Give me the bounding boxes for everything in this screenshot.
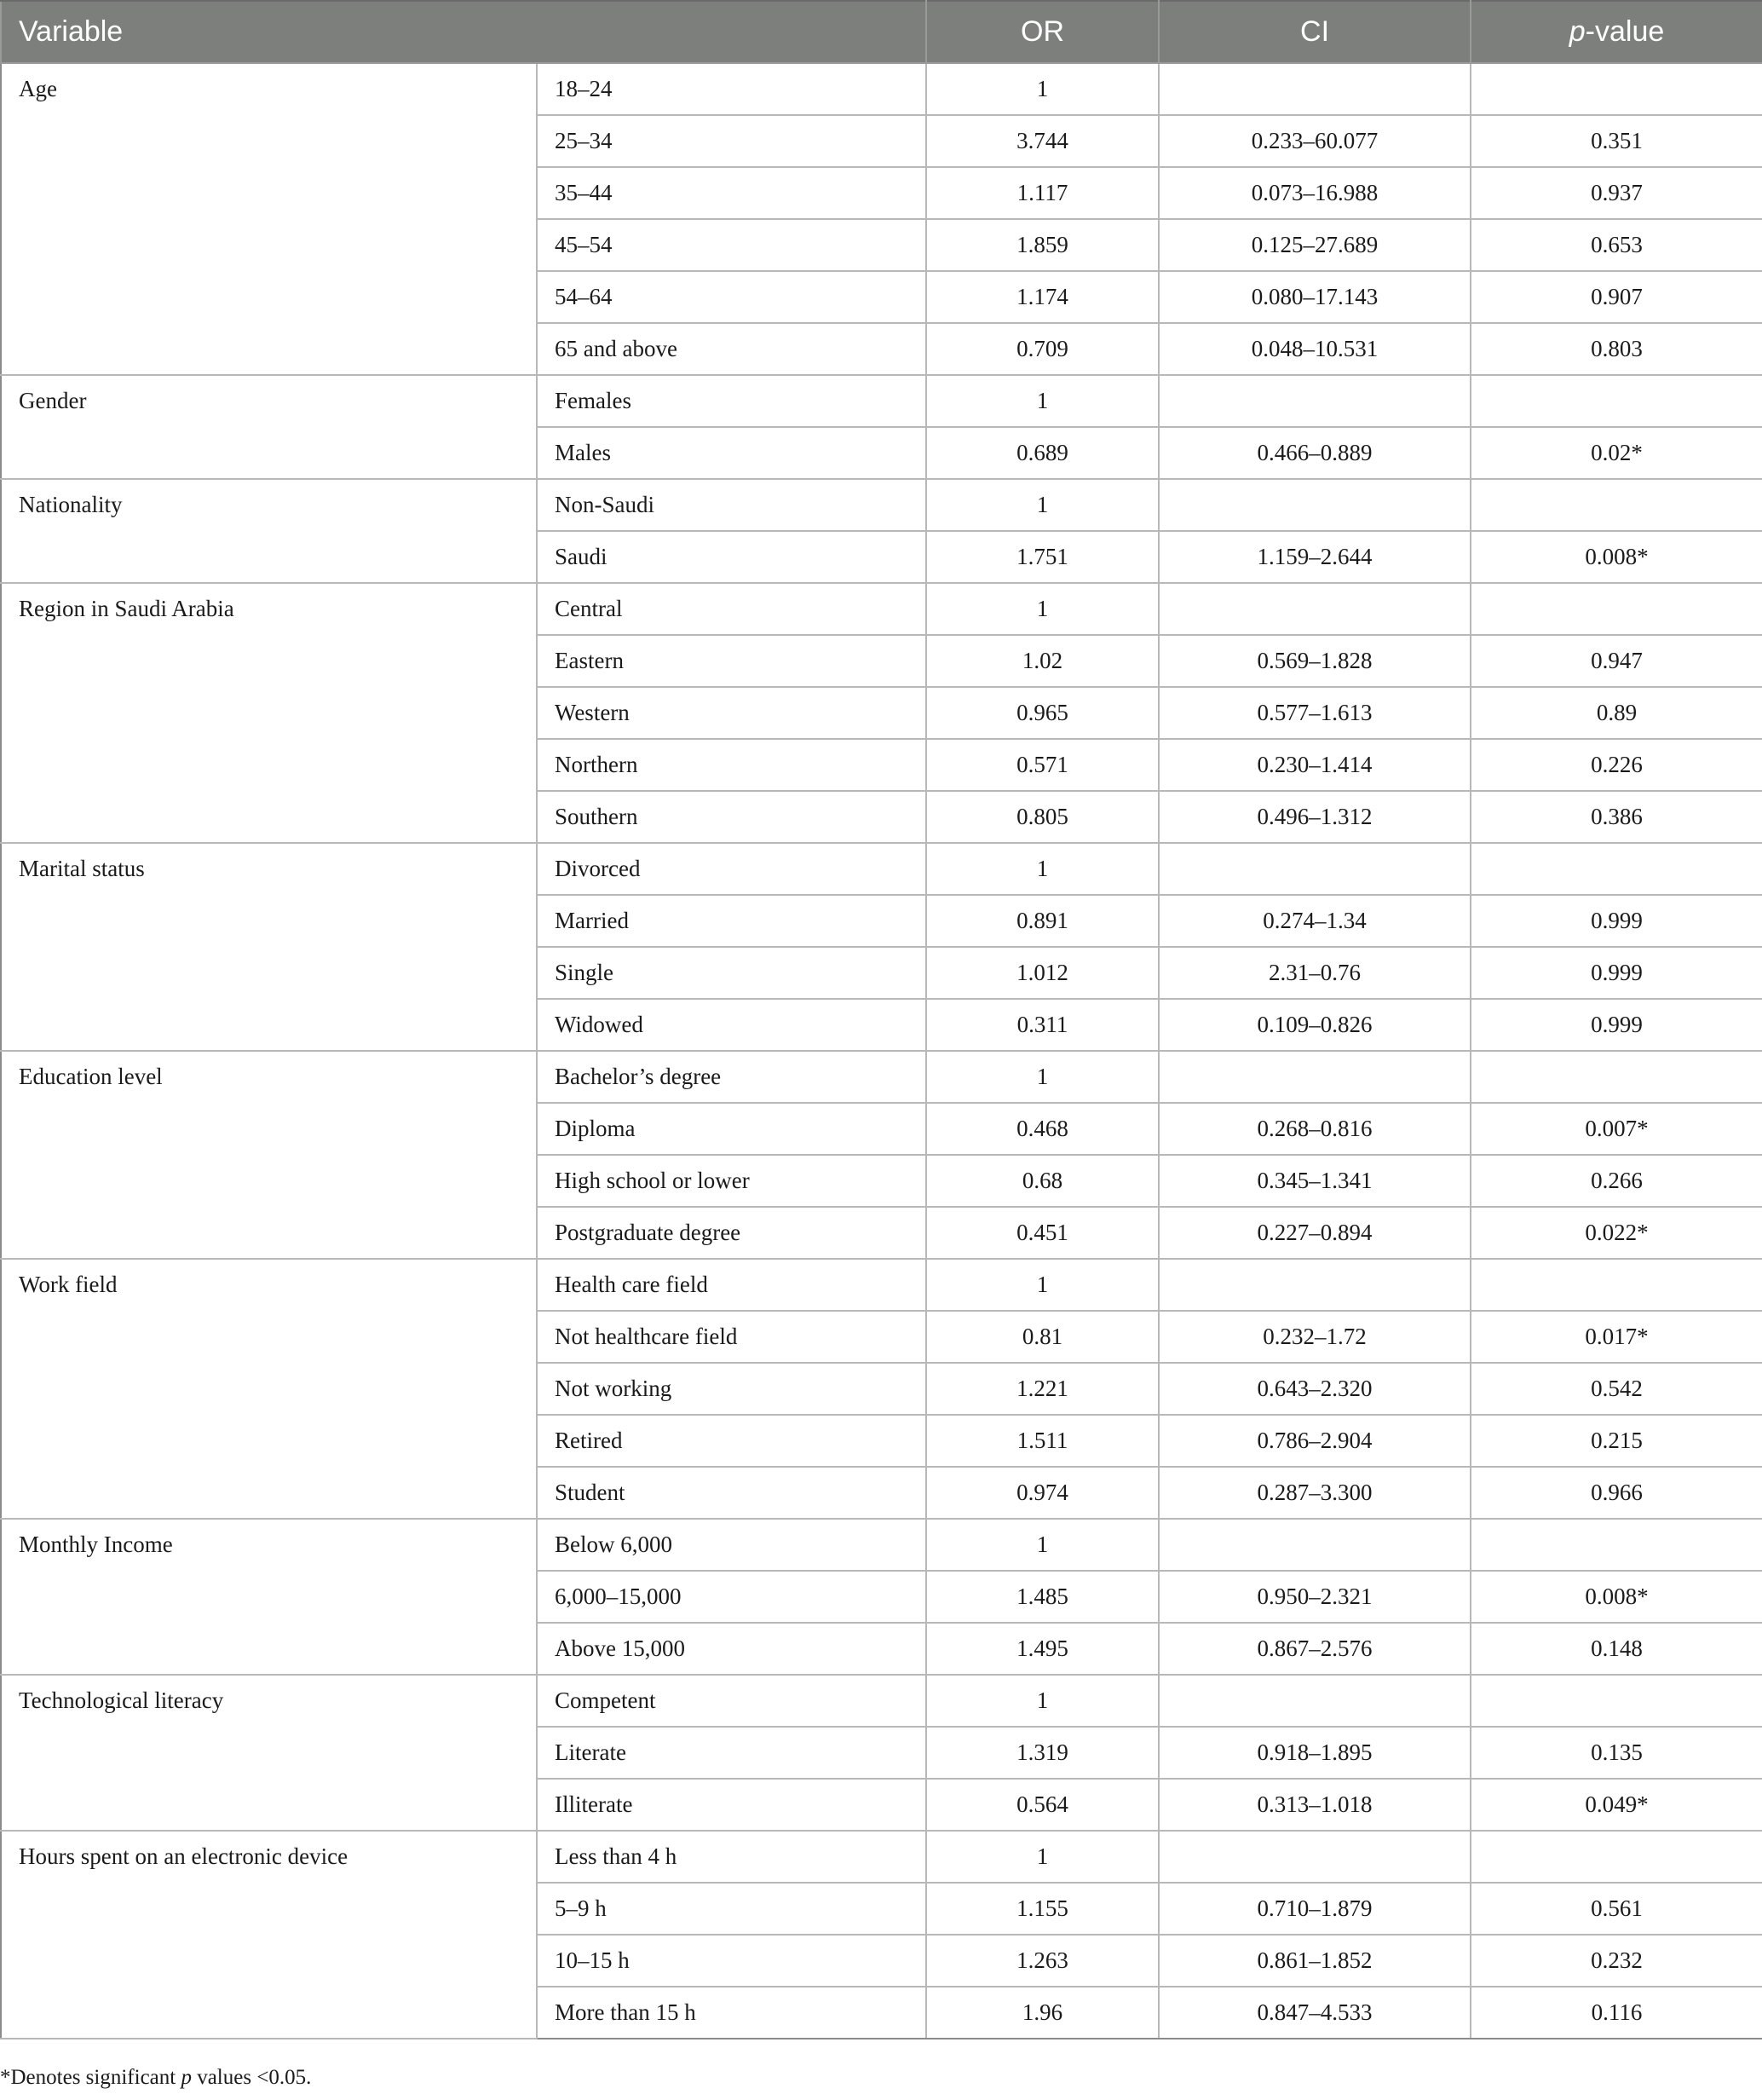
ci-cell: 0.643–2.320	[1159, 1363, 1471, 1415]
category-cell: Males	[537, 427, 926, 479]
category-cell: Western	[537, 687, 926, 739]
category-cell: Saudi	[537, 531, 926, 583]
category-cell: Not healthcare field	[537, 1311, 926, 1363]
header-p-italic: p	[1569, 15, 1586, 48]
or-cell: 1.319	[926, 1727, 1159, 1779]
ci-cell: 0.577–1.613	[1159, 687, 1471, 739]
p-value-cell	[1471, 843, 1762, 895]
ci-cell: 0.710–1.879	[1159, 1883, 1471, 1935]
table-body	[1, 63, 1762, 2039]
or-cell: 1.263	[926, 1935, 1159, 1987]
p-value-cell: 0.999	[1471, 895, 1762, 947]
or-cell: 0.689	[926, 427, 1159, 479]
ci-cell: 0.867–2.576	[1159, 1623, 1471, 1675]
ci-cell	[1159, 583, 1471, 635]
category-cell: High school or lower	[537, 1155, 926, 1207]
p-value-cell	[1471, 375, 1762, 427]
ci-cell	[1159, 1259, 1471, 1311]
or-cell: 1.117	[926, 167, 1159, 219]
ci-cell: 0.125–27.689	[1159, 219, 1471, 271]
or-cell: 1	[926, 1051, 1159, 1103]
p-value-cell: 0.022*	[1471, 1207, 1762, 1259]
category-cell: Divorced	[537, 843, 926, 895]
or-cell: 1.485	[926, 1571, 1159, 1623]
ci-cell	[1159, 63, 1471, 115]
or-cell: 1	[926, 1519, 1159, 1571]
ci-cell: 0.227–0.894	[1159, 1207, 1471, 1259]
ci-cell: 0.466–0.889	[1159, 427, 1471, 479]
table-row	[1, 1675, 1762, 1727]
ci-cell	[1159, 479, 1471, 531]
p-value-cell: 0.226	[1471, 739, 1762, 791]
variable-cell: Region in Saudi Arabia	[1, 583, 537, 843]
p-value-cell: 0.999	[1471, 999, 1762, 1051]
table-row	[1, 583, 1762, 635]
category-cell: Less than 4 h	[537, 1831, 926, 1883]
p-value-cell	[1471, 63, 1762, 115]
category-cell: Student	[537, 1467, 926, 1519]
p-value-cell: 0.653	[1471, 219, 1762, 271]
variable-cell: Work field	[1, 1259, 537, 1519]
or-cell: 0.965	[926, 687, 1159, 739]
variable-cell: Hours spent on an electronic device	[1, 1831, 537, 2039]
ci-cell: 0.496–1.312	[1159, 791, 1471, 843]
category-cell: 10–15 h	[537, 1935, 926, 1987]
category-cell: Below 6,000	[537, 1519, 926, 1571]
category-cell: Literate	[537, 1727, 926, 1779]
p-value-cell: 0.116	[1471, 1987, 1762, 2039]
p-value-cell: 0.007*	[1471, 1103, 1762, 1155]
table-header-row	[1, 1, 1762, 63]
table-row	[1, 63, 1762, 115]
or-cell: 1.96	[926, 1987, 1159, 2039]
or-cell: 1.495	[926, 1623, 1159, 1675]
or-cell: 0.564	[926, 1779, 1159, 1831]
p-value-cell	[1471, 1831, 1762, 1883]
ci-cell: 0.268–0.816	[1159, 1103, 1471, 1155]
ci-cell	[1159, 1051, 1471, 1103]
table-row	[1, 1051, 1762, 1103]
or-cell: 0.709	[926, 323, 1159, 375]
variable-cell: Age	[1, 63, 537, 375]
or-cell: 0.311	[926, 999, 1159, 1051]
category-cell: Diploma	[537, 1103, 926, 1155]
or-cell: 0.68	[926, 1155, 1159, 1207]
ci-cell: 0.861–1.852	[1159, 1935, 1471, 1987]
table-row	[1, 1831, 1762, 1883]
p-value-cell: 0.386	[1471, 791, 1762, 843]
category-cell: Central	[537, 583, 926, 635]
ci-cell	[1159, 375, 1471, 427]
p-value-cell	[1471, 1519, 1762, 1571]
ci-cell: 0.048–10.531	[1159, 323, 1471, 375]
category-cell: Single	[537, 947, 926, 999]
p-value-cell: 0.135	[1471, 1727, 1762, 1779]
category-cell: Southern	[537, 791, 926, 843]
p-value-cell: 0.542	[1471, 1363, 1762, 1415]
table-row	[1, 1519, 1762, 1571]
category-cell: Postgraduate degree	[537, 1207, 926, 1259]
table-row	[1, 479, 1762, 531]
category-cell: Bachelor’s degree	[537, 1051, 926, 1103]
category-cell: Not working	[537, 1363, 926, 1415]
or-cell: 1	[926, 1831, 1159, 1883]
ci-cell: 0.109–0.826	[1159, 999, 1471, 1051]
ci-cell: 0.233–60.077	[1159, 115, 1471, 167]
p-value-cell: 0.937	[1471, 167, 1762, 219]
header-ci: CI	[1159, 1, 1471, 63]
header-p-value	[1471, 1, 1762, 63]
category-cell: Northern	[537, 739, 926, 791]
ci-cell	[1159, 843, 1471, 895]
p-value-cell: 0.008*	[1471, 531, 1762, 583]
category-cell: 54–64	[537, 271, 926, 323]
or-cell: 0.81	[926, 1311, 1159, 1363]
category-cell: Females	[537, 375, 926, 427]
or-cell: 1	[926, 63, 1159, 115]
ci-cell: 0.847–4.533	[1159, 1987, 1471, 2039]
p-value-cell	[1471, 479, 1762, 531]
table-row	[1, 375, 1762, 427]
ci-cell: 0.313–1.018	[1159, 1779, 1471, 1831]
p-value-cell: 0.351	[1471, 115, 1762, 167]
ci-cell	[1159, 1831, 1471, 1883]
p-value-cell	[1471, 1051, 1762, 1103]
variable-cell: Marital status	[1, 843, 537, 1051]
or-cell: 1.751	[926, 531, 1159, 583]
or-cell: 1.511	[926, 1415, 1159, 1467]
p-value-cell: 0.02*	[1471, 427, 1762, 479]
category-cell: 25–34	[537, 115, 926, 167]
category-cell: 45–54	[537, 219, 926, 271]
ci-cell: 0.232–1.72	[1159, 1311, 1471, 1363]
category-cell: Retired	[537, 1415, 926, 1467]
ci-cell: 0.345–1.341	[1159, 1155, 1471, 1207]
or-cell: 1.859	[926, 219, 1159, 271]
or-cell: 0.468	[926, 1103, 1159, 1155]
p-value-cell: 0.966	[1471, 1467, 1762, 1519]
ci-cell: 0.569–1.828	[1159, 635, 1471, 687]
or-cell: 1	[926, 583, 1159, 635]
ci-cell: 0.080–17.143	[1159, 271, 1471, 323]
footnote-prefix: *Denotes significant	[0, 2066, 181, 2089]
p-value-cell: 0.803	[1471, 323, 1762, 375]
or-cell: 1	[926, 843, 1159, 895]
category-cell: Eastern	[537, 635, 926, 687]
category-cell: Above 15,000	[537, 1623, 926, 1675]
or-cell: 1	[926, 375, 1159, 427]
category-cell: 35–44	[537, 167, 926, 219]
or-cell: 0.891	[926, 895, 1159, 947]
category-cell: Competent	[537, 1675, 926, 1727]
p-value-cell: 0.907	[1471, 271, 1762, 323]
ci-cell: 2.31–0.76	[1159, 947, 1471, 999]
or-cell: 1.221	[926, 1363, 1159, 1415]
variable-cell: Monthly Income	[1, 1519, 537, 1675]
p-value-cell: 0.008*	[1471, 1571, 1762, 1623]
or-cell: 0.974	[926, 1467, 1159, 1519]
ci-cell: 0.073–16.988	[1159, 167, 1471, 219]
footnote-p-italic: p	[181, 2066, 192, 2089]
table-row	[1, 843, 1762, 895]
or-cell: 1	[926, 479, 1159, 531]
variable-cell: Gender	[1, 375, 537, 479]
p-value-cell: 0.215	[1471, 1415, 1762, 1467]
category-cell: Non-Saudi	[537, 479, 926, 531]
p-value-cell: 0.89	[1471, 687, 1762, 739]
category-cell: Widowed	[537, 999, 926, 1051]
variable-cell: Nationality	[1, 479, 537, 583]
or-cell: 0.805	[926, 791, 1159, 843]
or-cell: 3.744	[926, 115, 1159, 167]
or-cell: 1.155	[926, 1883, 1159, 1935]
or-cell: 1.02	[926, 635, 1159, 687]
p-value-cell: 0.232	[1471, 1935, 1762, 1987]
category-cell: 65 and above	[537, 323, 926, 375]
header-or: OR	[926, 1, 1159, 63]
variable-cell: Education level	[1, 1051, 537, 1259]
header-variable: Variable	[1, 1, 926, 63]
p-value-cell	[1471, 1259, 1762, 1311]
p-value-cell: 0.947	[1471, 635, 1762, 687]
or-cell: 0.571	[926, 739, 1159, 791]
ci-cell: 0.786–2.904	[1159, 1415, 1471, 1467]
p-value-cell: 0.148	[1471, 1623, 1762, 1675]
or-cell: 1	[926, 1675, 1159, 1727]
category-cell: Illiterate	[537, 1779, 926, 1831]
ci-cell: 0.274–1.34	[1159, 895, 1471, 947]
ci-cell	[1159, 1675, 1471, 1727]
p-value-cell	[1471, 1675, 1762, 1727]
category-cell: 5–9 h	[537, 1883, 926, 1935]
ci-cell: 0.950–2.321	[1159, 1571, 1471, 1623]
header-p-suffix: -value	[1585, 15, 1665, 48]
ci-cell: 0.230–1.414	[1159, 739, 1471, 791]
category-cell: Health care field	[537, 1259, 926, 1311]
p-value-cell: 0.266	[1471, 1155, 1762, 1207]
or-cell: 0.451	[926, 1207, 1159, 1259]
category-cell: 6,000–15,000	[537, 1571, 926, 1623]
footnote-suffix: values <0.05.	[191, 2066, 312, 2089]
table-row	[1, 1259, 1762, 1311]
p-value-cell	[1471, 583, 1762, 635]
p-value-cell: 0.049*	[1471, 1779, 1762, 1831]
category-cell: More than 15 h	[537, 1987, 926, 2039]
category-cell: 18–24	[537, 63, 926, 115]
ci-cell: 0.287–3.300	[1159, 1467, 1471, 1519]
ci-cell	[1159, 1519, 1471, 1571]
p-value-cell: 0.999	[1471, 947, 1762, 999]
p-value-cell: 0.017*	[1471, 1311, 1762, 1363]
or-cell: 1.012	[926, 947, 1159, 999]
or-cell: 1.174	[926, 271, 1159, 323]
table-footnote	[0, 2066, 311, 2090]
category-cell: Married	[537, 895, 926, 947]
p-value-cell: 0.561	[1471, 1883, 1762, 1935]
ci-cell: 1.159–2.644	[1159, 531, 1471, 583]
ci-cell: 0.918–1.895	[1159, 1727, 1471, 1779]
variable-cell: Technological literacy	[1, 1675, 537, 1831]
or-cell: 1	[926, 1259, 1159, 1311]
